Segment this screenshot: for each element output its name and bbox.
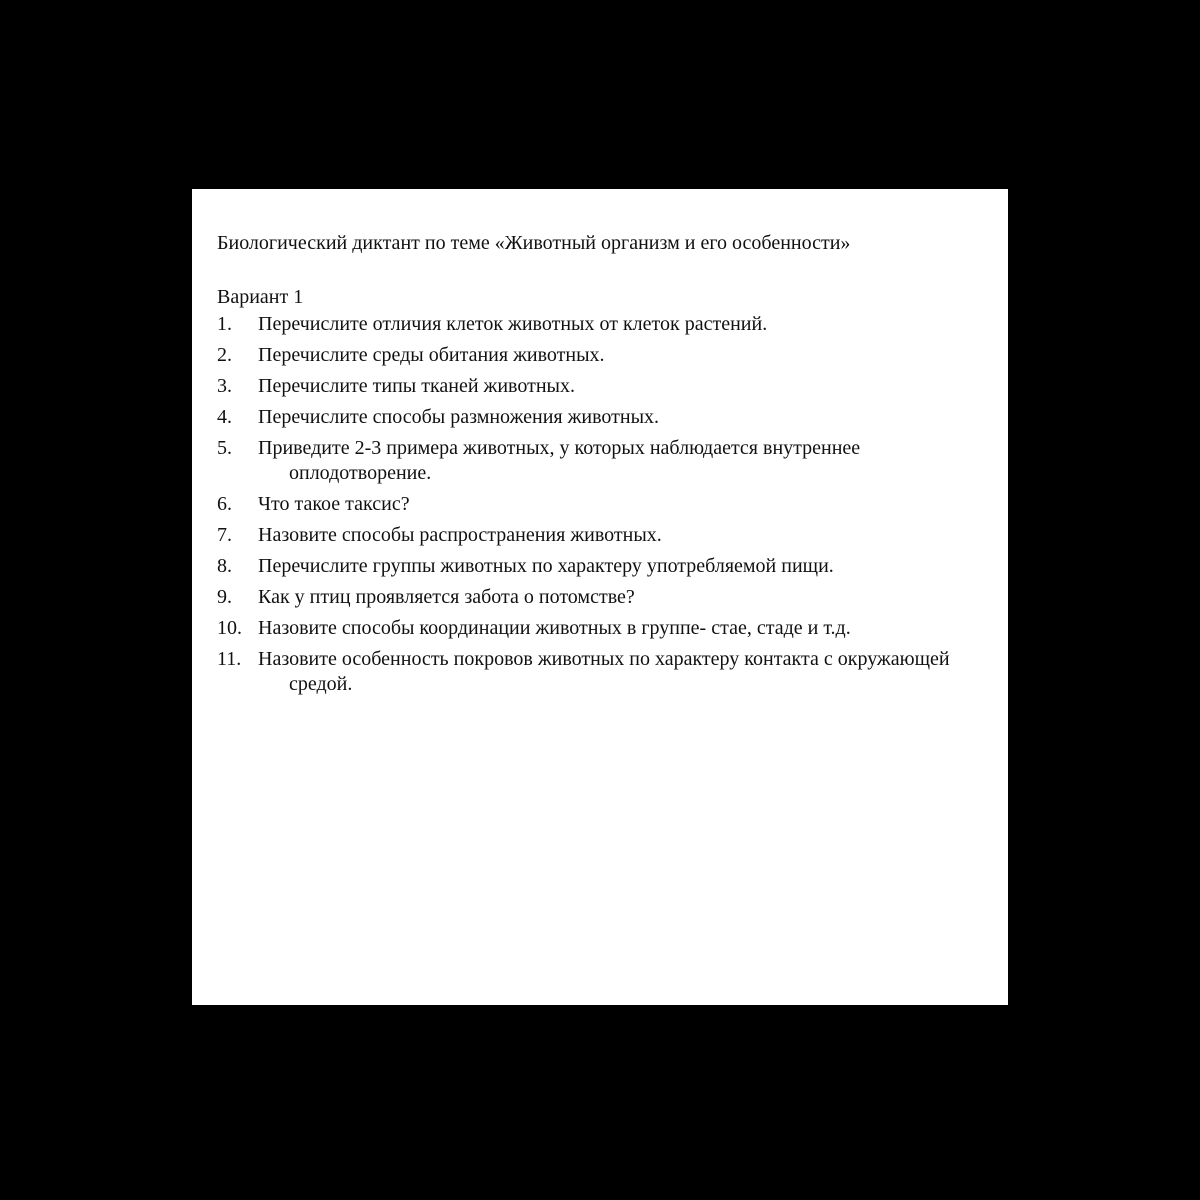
variant-label: Вариант 1	[217, 286, 304, 308]
question-item: 8. Перечислите группы животных по характеру употребляемой пищи.	[217, 555, 834, 577]
question-text: Перечислите способы размножения животных.	[258, 406, 660, 428]
question-text: Как у птиц проявляется забота о потомстве?	[258, 586, 635, 608]
document-page	[192, 189, 1008, 1005]
question-text: Перечислите группы животных по характеру употребляемой пищи.	[258, 555, 834, 577]
question-text: Назовите способы координации животных в группе- стае, стаде и т.д.	[258, 617, 851, 639]
question-item: 4. Перечислите способы размножения животных.	[217, 406, 660, 428]
question-text: Приведите 2-3 примера животных, у которых наблюдается внутреннее оплодотворение.	[258, 437, 861, 484]
question-text: Назовите способы распространения животных.	[258, 524, 662, 546]
question-text: Перечислите отличия клеток животных от клеток растений.	[258, 313, 768, 335]
question-item: 2. Перечислите среды обитания животных.	[217, 344, 605, 366]
question-text: Перечислите среды обитания животных.	[258, 344, 605, 366]
question-item: 7. Назовите способы распространения животных.	[217, 524, 662, 546]
question-item: 3. Перечислите типы тканей животных.	[217, 375, 575, 397]
question-item: 5. Приведите 2-3 примера животных, у которых наблюдается внутреннее оплодотворение.	[217, 437, 861, 484]
document-title: Биологический диктант по теме «Животный организм и его особенности»	[217, 232, 851, 254]
question-text: Назовите особенность покровов животных по характеру контакта с окружающей средой.	[258, 648, 950, 695]
question-text: Перечислите типы тканей животных.	[258, 375, 575, 397]
question-item: 1. Перечислите отличия клеток животных от клеток растений.	[217, 313, 768, 335]
question-item: 10. Назовите способы координации животных в группе- стае, стаде и т.д.	[217, 617, 851, 639]
question-list	[217, 312, 988, 697]
question-text: Что такое таксис?	[258, 493, 410, 515]
question-item: 9. Как у птиц проявляется забота о потомстве?	[217, 586, 635, 608]
question-item: 11. Назовите особенность покровов животных по характеру контакта с окружающей средой.	[217, 648, 950, 695]
question-item: 6. Что такое таксис?	[217, 493, 410, 515]
